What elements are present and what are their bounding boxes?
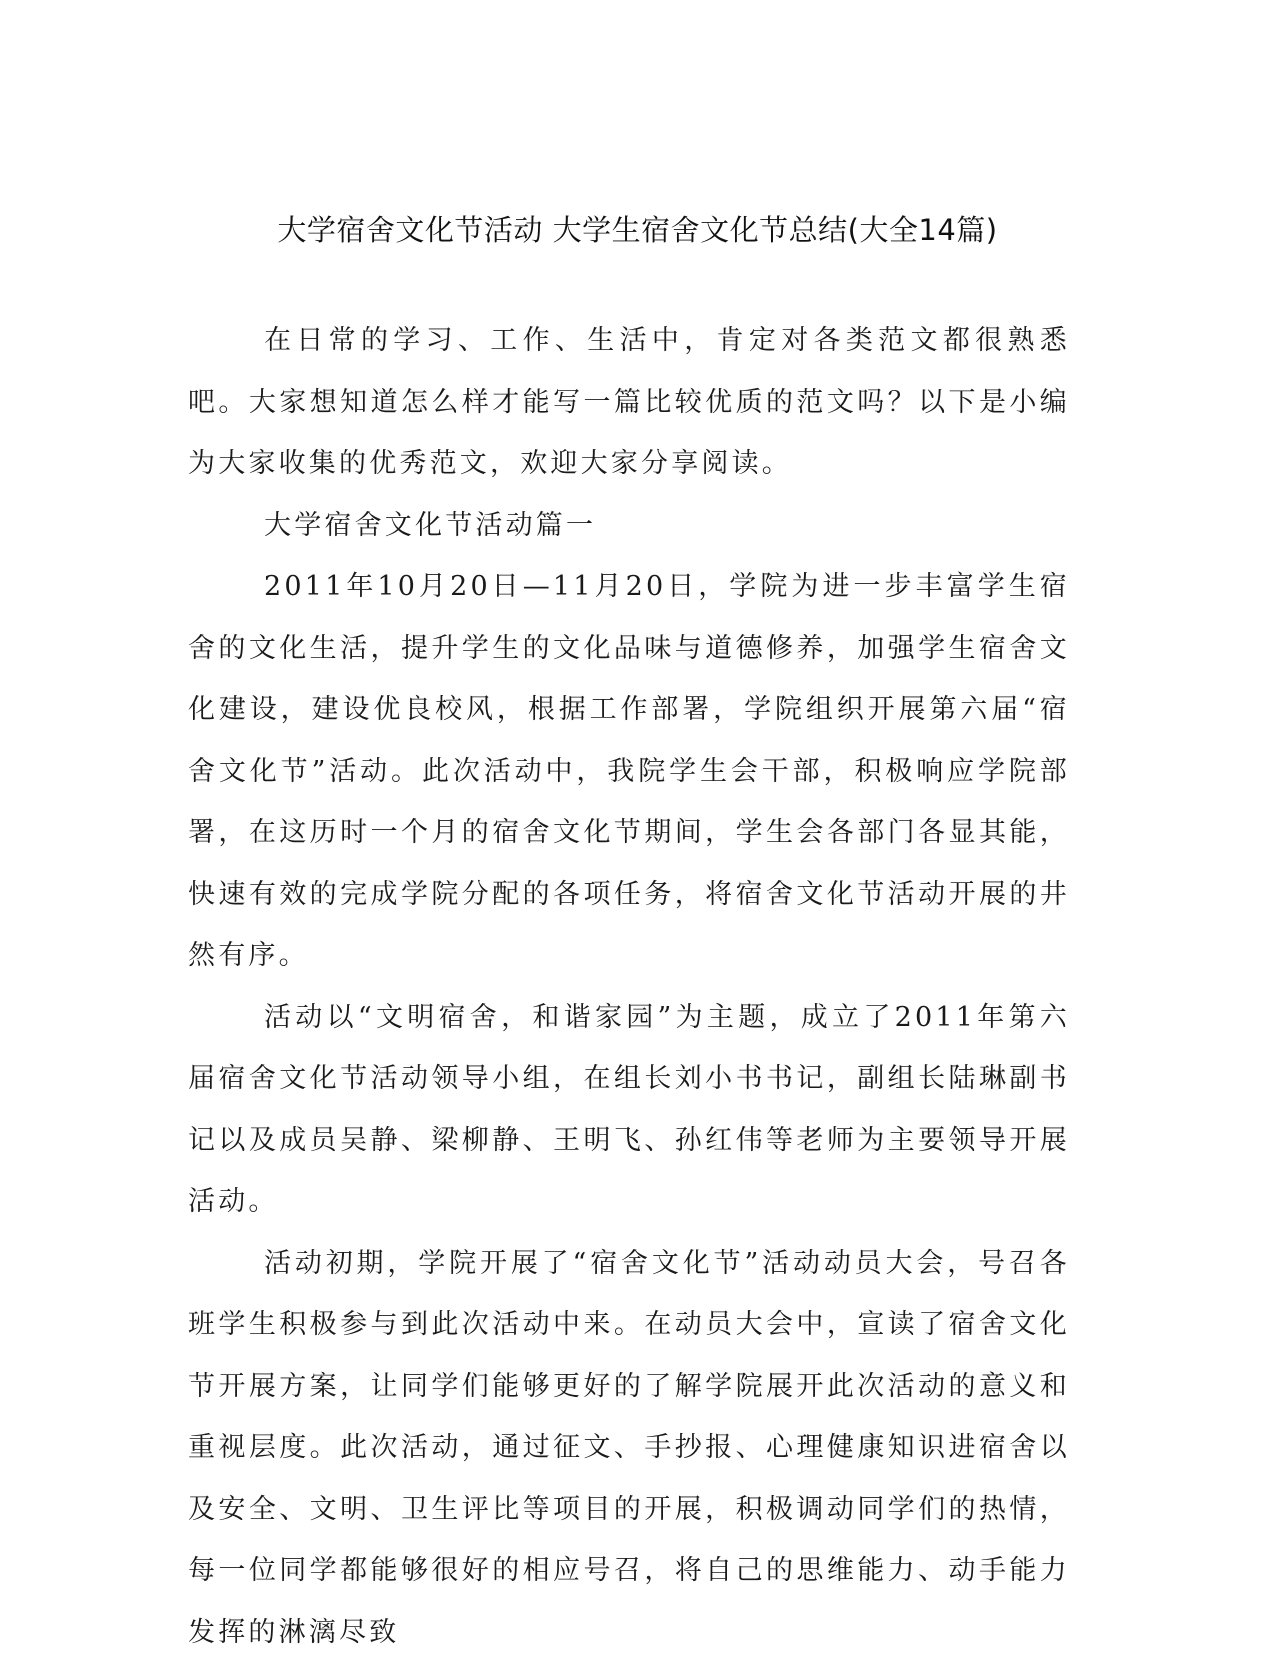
body-paragraph: 活动以“文明宿舍，和谐家园”为主题，成立了2011年第六届宿舍文化节活动领导小组，在组长刘小书书记，副组长陆琳副书记以及成员吴静、梁柳静、王明飞、孙红伟等老师为主要领导开展活动。 (188, 987, 1070, 1233)
document-body (188, 310, 1070, 1663)
document-title: 大学宿舍文化节活动 大学生宿舍文化节总结(大全14篇) (0, 210, 1275, 250)
section-heading: 大学宿舍文化节活动篇一 (188, 495, 1070, 557)
body-paragraph: 活动初期，学院开展了“宿舍文化节”活动动员大会，号召各班学生积极参与到此次活动中来。在动员大会中，宣读了宿舍文化节开展方案，让同学们能够更好的了解学院展开此次活动的意义和重视层度。此次活动，通过征文、手抄报、心理健康知识进宿舍以及安全、文明、卫生评比等项目的开展，积极调动同学们的热情，每一位同学都能够很好的相应号召，将自己的思维能力、动手能力发挥的淋漓尽致 (188, 1233, 1070, 1663)
body-paragraph: 2011年10月20日—11月20日，学院为进一步丰富学生宿舍的文化生活，提升学生的文化品味与道德修养，加强学生宿舍文化建设，建设优良校风，根据工作部署，学院组织开展第六届“宿舍文化节”活动。此次活动中，我院学生会干部，积极响应学院部署，在这历时一个月的宿舍文化节期间，学生会各部门各显其能，快速有效的完成学院分配的各项任务，将宿舍文化节活动开展的井然有序。 (188, 556, 1070, 987)
intro-paragraph: 在日常的学习、工作、生活中，肯定对各类范文都很熟悉吧。大家想知道怎么样才能写一篇比较优质的范文吗？以下是小编为大家收集的优秀范文，欢迎大家分享阅读。 (188, 310, 1070, 495)
